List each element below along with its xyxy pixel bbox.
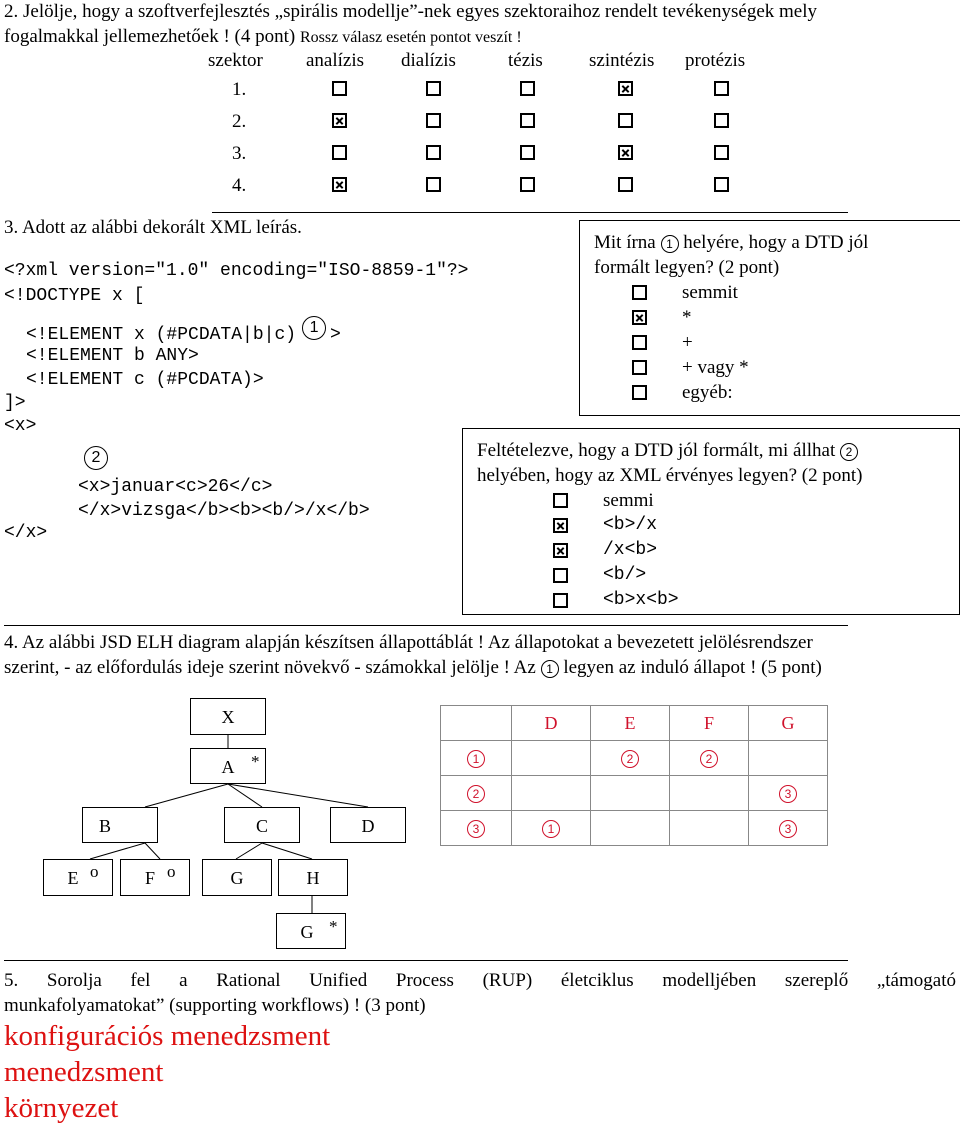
state-table-cell bbox=[749, 776, 828, 811]
iteration-mark: * bbox=[329, 917, 338, 936]
state-number-icon: 2 bbox=[621, 750, 639, 768]
state-table-cell bbox=[591, 776, 670, 811]
option-label: /x<b> bbox=[603, 540, 658, 560]
state-table-cell bbox=[749, 811, 828, 846]
state-table-column-header: G bbox=[749, 706, 828, 741]
elh-node-d bbox=[330, 807, 406, 843]
node-label: C bbox=[255, 816, 268, 836]
handwritten-answer: környezet bbox=[4, 1092, 119, 1124]
word: életciklus bbox=[560, 970, 634, 991]
word: „támogató bbox=[876, 970, 956, 991]
state-number-icon: 1 bbox=[542, 820, 560, 838]
node-label: A bbox=[221, 757, 235, 777]
state-table-cell bbox=[591, 741, 670, 776]
node-label: E bbox=[67, 868, 79, 888]
word: fel bbox=[130, 970, 151, 991]
code-line: </x>vizsga</b><b><b/>/x</b> bbox=[78, 501, 370, 521]
q2-column-header: tézis bbox=[508, 50, 543, 71]
node-label: D bbox=[361, 816, 375, 836]
selection-mark: o bbox=[167, 862, 176, 881]
state-table-row-header bbox=[441, 776, 512, 811]
code-text: > bbox=[330, 324, 341, 345]
q2-row-label: 3. bbox=[232, 143, 247, 164]
word: (RUP) bbox=[482, 970, 533, 991]
selection-mark: o bbox=[90, 862, 99, 881]
state-table-column-header: F bbox=[670, 706, 749, 741]
code-line: <?xml version="1.0" encoding="ISO-8859-1"?> bbox=[4, 261, 469, 281]
node-label: H bbox=[306, 868, 320, 888]
box1-question-b: helyére, hogy a DTD jól bbox=[678, 232, 869, 253]
q3-title: 3. Adott az alábbi dekorált XML leírás. bbox=[4, 217, 302, 238]
handwritten-answer: menedzsment bbox=[4, 1056, 164, 1088]
handwritten-answer: konfigurációs menedzsment bbox=[4, 1020, 331, 1052]
state-table-row-header bbox=[441, 811, 512, 846]
q2-column-header: szintézis bbox=[589, 50, 655, 71]
code-line: </x> bbox=[4, 523, 48, 543]
node-label: G bbox=[230, 868, 244, 888]
option-label: + vagy * bbox=[682, 357, 749, 378]
q5-title-line2: munkafolyamatokat” (supporting workflows) ! (3 pont) bbox=[4, 995, 426, 1016]
q4-title-line1: 4. Az alábbi JSD ELH diagram alapján készítsen állapottáblát ! Az állapotokat a bevezetett jelölésrendszer bbox=[4, 632, 813, 653]
box2-question-line2: helyében, hogy az XML érvényes legyen? (2 pont) bbox=[477, 465, 863, 486]
q2-column-header: analízis bbox=[306, 50, 365, 71]
marker-2-icon: 2 bbox=[84, 446, 108, 470]
word: Unified bbox=[309, 970, 368, 991]
option-label: * bbox=[682, 307, 692, 328]
box1-question-line2: formált legyen? (2 pont) bbox=[594, 257, 780, 278]
state-table-row bbox=[441, 776, 828, 811]
state-table-column-header: E bbox=[591, 706, 670, 741]
option-label: semmit bbox=[682, 282, 738, 303]
node-label: B bbox=[98, 816, 111, 836]
code-line: ]> bbox=[4, 393, 26, 413]
iteration-mark: * bbox=[251, 752, 260, 771]
marker-1-icon: 1 bbox=[661, 235, 679, 253]
state-table-cell bbox=[670, 776, 749, 811]
q2-warning: Rossz válasz esetén pontot veszít ! bbox=[299, 29, 522, 46]
q4-title-b: legyen az induló állapot ! (5 pont) bbox=[558, 657, 822, 678]
code-line: <!ELEMENT b ANY> bbox=[26, 346, 199, 366]
state-table-corner bbox=[441, 706, 512, 741]
state-table-cell bbox=[512, 741, 591, 776]
elh-node-g2 bbox=[276, 913, 346, 949]
elh-node-e bbox=[43, 859, 113, 896]
state-number-icon: 3 bbox=[779, 785, 797, 803]
box1-question-a: Mit írna bbox=[594, 232, 661, 253]
elh-node-b bbox=[82, 807, 158, 843]
marker-2-icon: 2 bbox=[840, 443, 858, 461]
elh-node-x bbox=[190, 698, 266, 735]
elh-node-h bbox=[278, 859, 348, 896]
option-label: semmi bbox=[603, 490, 654, 511]
word: 5. bbox=[4, 970, 19, 991]
code-line: <!DOCTYPE x [ bbox=[4, 286, 145, 306]
state-table-cell bbox=[512, 811, 591, 846]
state-number-icon: 3 bbox=[467, 820, 485, 838]
state-number-icon: 3 bbox=[779, 820, 797, 838]
word: modelljében bbox=[662, 970, 757, 991]
code-line: <!ELEMENT c (#PCDATA)> bbox=[26, 370, 264, 390]
q2-column-header: dialízis bbox=[401, 50, 456, 71]
q2-row-label: 2. bbox=[232, 111, 247, 132]
option-label: <b>/x bbox=[603, 515, 658, 535]
state-table-row-header bbox=[441, 741, 512, 776]
q4-title-a: szerint, - az előfordulás ideje szerint növekvő - számokkal jelölje ! Az bbox=[4, 657, 541, 678]
q2-column-header: protézis bbox=[685, 50, 746, 71]
word: Sorolja bbox=[46, 970, 102, 991]
code-line: <x> bbox=[4, 416, 37, 436]
state-table bbox=[440, 705, 828, 846]
q2-column-header: szektor bbox=[208, 50, 263, 71]
elh-node-f bbox=[120, 859, 190, 896]
box2-question-a: Feltételezve, hogy a DTD jól formált, mi állhat bbox=[477, 440, 841, 461]
q2-title-part: fogalmakkal jellemezhetőek ! (4 pont) bbox=[4, 26, 300, 47]
elh-node-c bbox=[224, 807, 300, 843]
code-line: <x>januar<c>26</c> bbox=[78, 477, 273, 497]
state-number-icon: 2 bbox=[700, 750, 718, 768]
state-table-header-row bbox=[441, 706, 828, 741]
node-label: F bbox=[144, 868, 155, 888]
state-table-cell bbox=[749, 741, 828, 776]
word: a bbox=[179, 970, 188, 991]
option-label: + bbox=[682, 332, 693, 353]
node-label: G bbox=[300, 922, 314, 942]
option-label: <b>x<b> bbox=[603, 590, 679, 610]
state-number-icon: 1 bbox=[467, 750, 485, 768]
state-table-row bbox=[441, 811, 828, 846]
q2-row-label: 4. bbox=[232, 175, 247, 196]
divider bbox=[4, 960, 848, 961]
node-label: X bbox=[221, 707, 235, 727]
word: Process bbox=[395, 970, 454, 991]
option-label: egyéb: bbox=[682, 382, 733, 403]
state-table-column-header: D bbox=[512, 706, 591, 741]
code-text: <!ELEMENT x (#PCDATA|b|c) bbox=[26, 324, 297, 345]
elh-node-a bbox=[190, 748, 266, 784]
option-label: <b/> bbox=[603, 565, 647, 585]
q2-row-label: 1. bbox=[232, 79, 247, 100]
q5-title-line1 bbox=[4, 971, 956, 990]
state-table-cell bbox=[591, 811, 670, 846]
state-table-cell bbox=[512, 776, 591, 811]
marker-1-icon: 1 bbox=[541, 660, 559, 678]
state-table-row bbox=[441, 741, 828, 776]
state-table-cell bbox=[670, 741, 749, 776]
elh-node-g bbox=[202, 859, 272, 896]
state-number-icon: 2 bbox=[467, 785, 485, 803]
q2-title-line1: 2. Jelölje, hogy a szoftverfejlesztés „spirális modellje”-nek egyes szektoraihoz rendelt tevékenységek mely bbox=[4, 1, 818, 22]
word: Rational bbox=[216, 970, 281, 991]
marker-1-icon: 1 bbox=[302, 316, 326, 340]
state-table-cell bbox=[670, 811, 749, 846]
word: szereplő bbox=[784, 970, 849, 991]
